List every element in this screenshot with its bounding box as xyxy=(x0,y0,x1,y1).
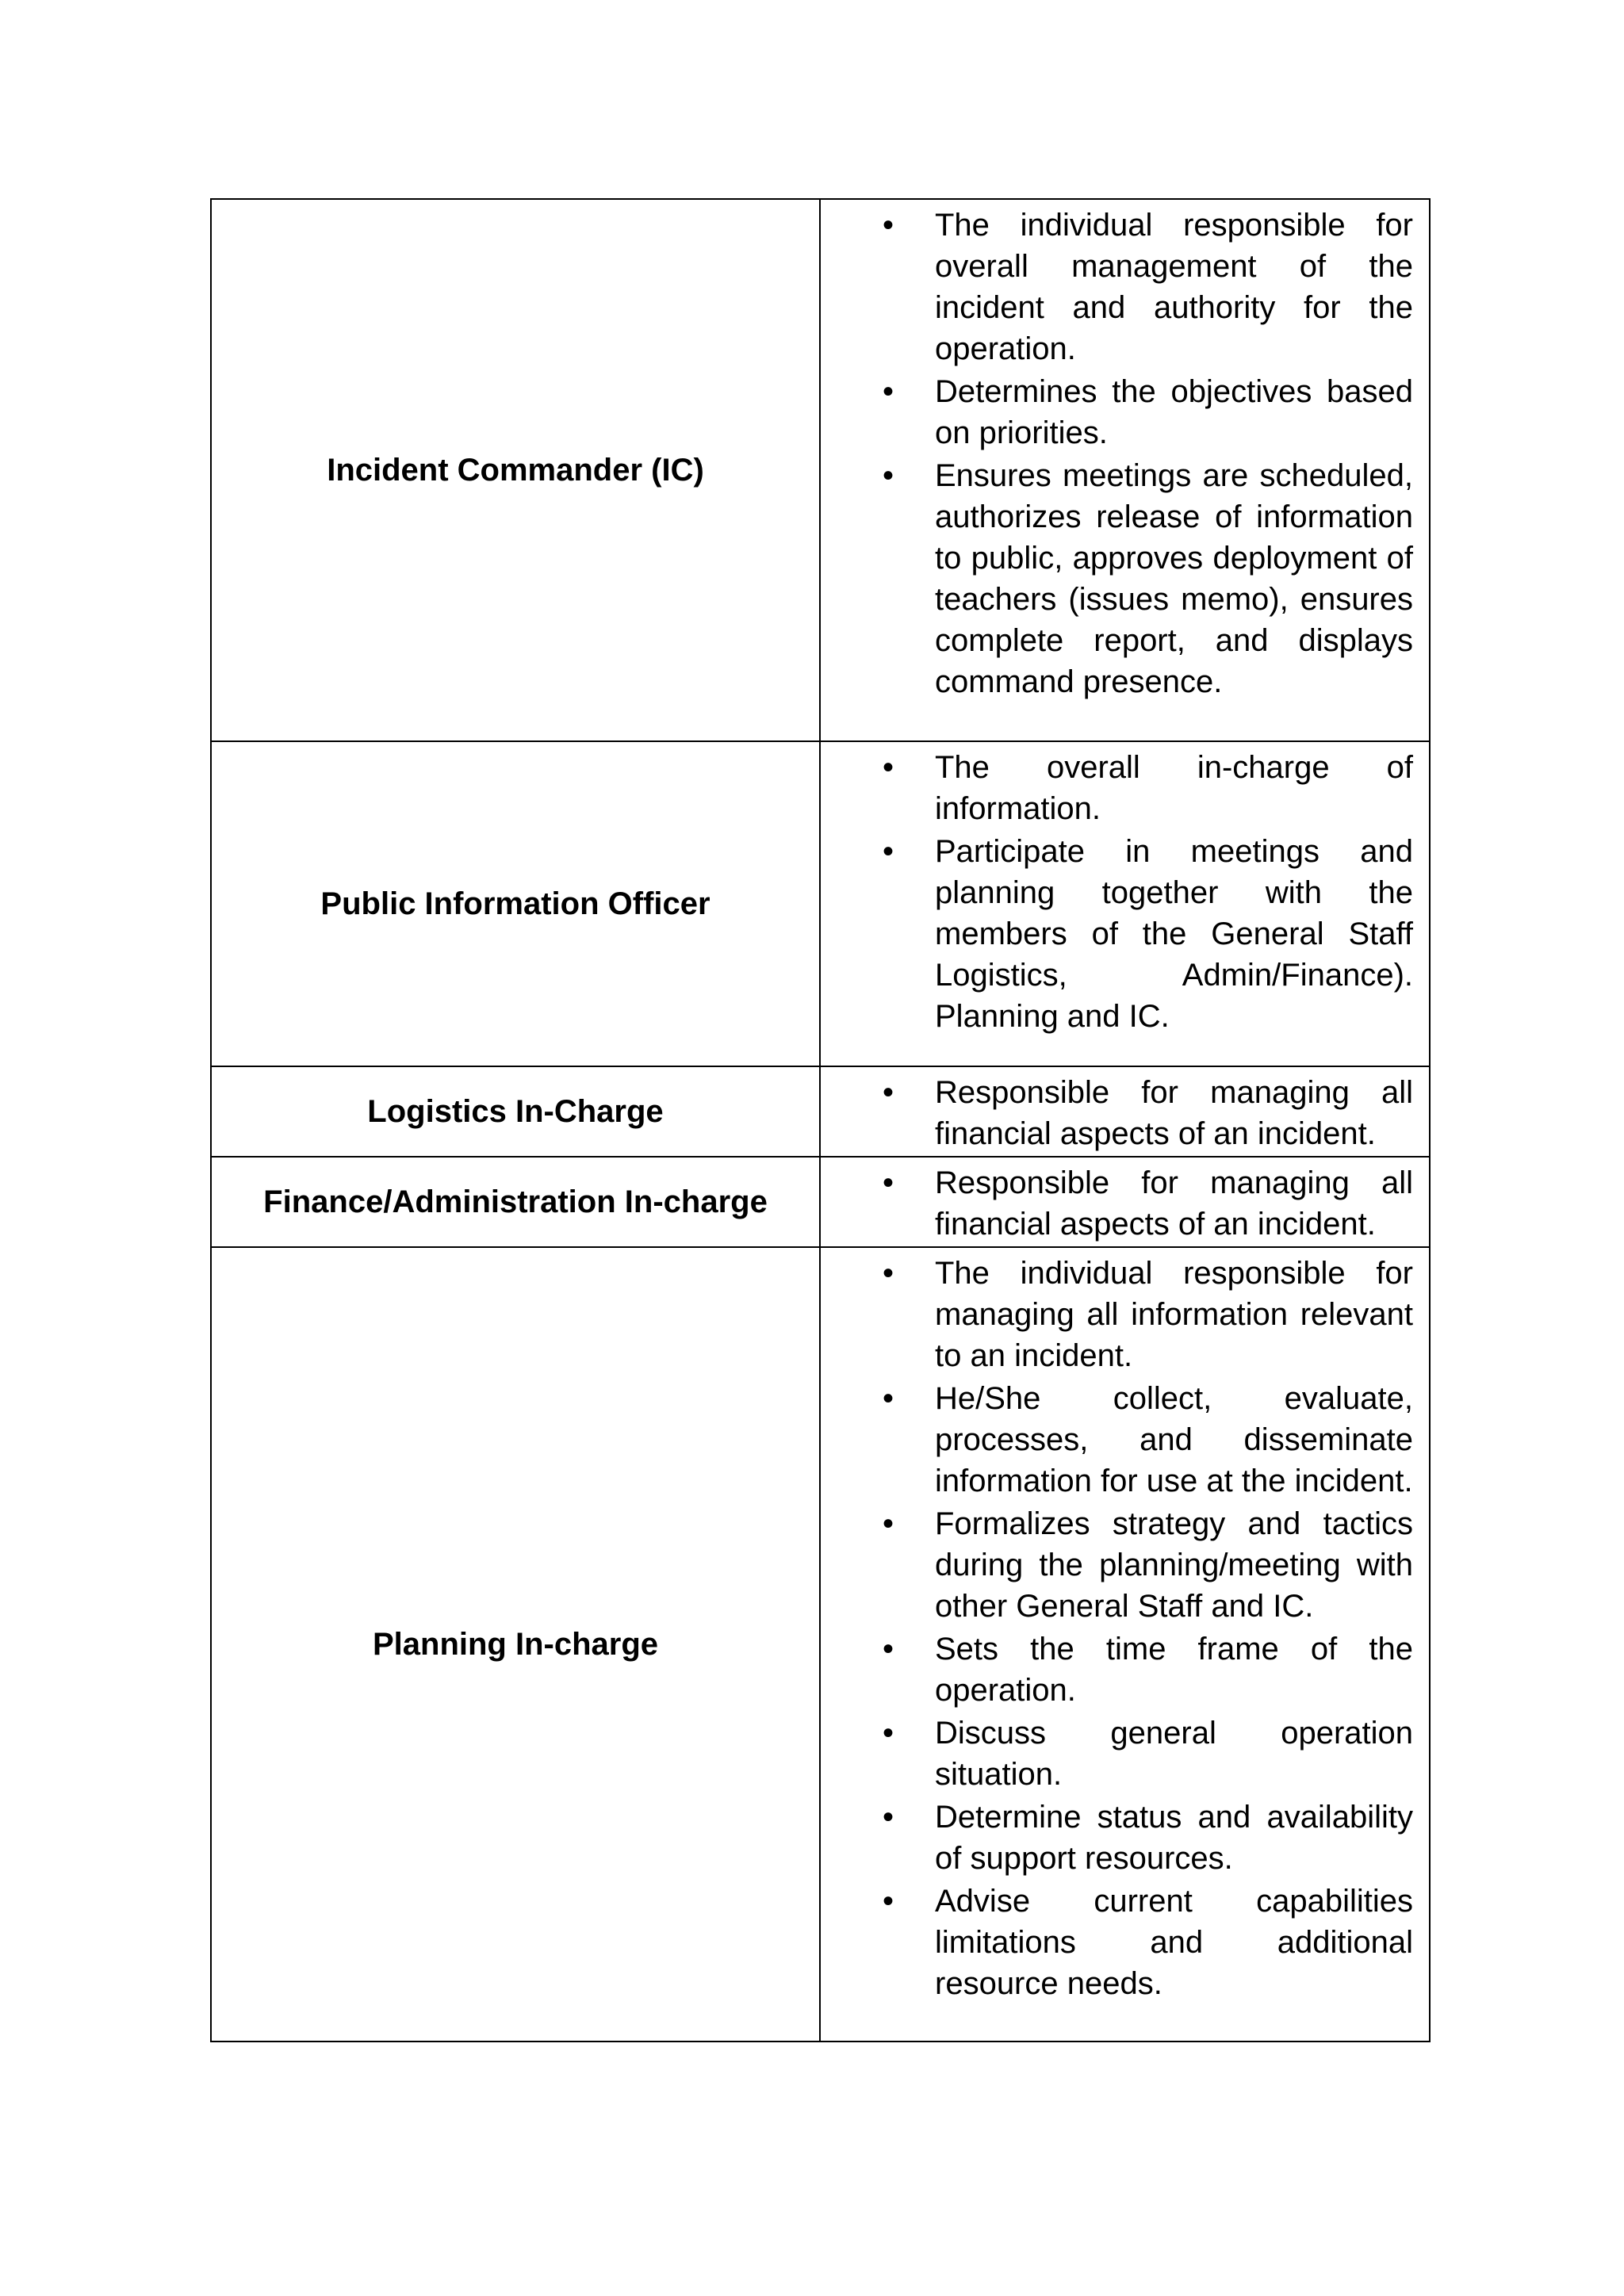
table-row xyxy=(211,1066,1430,1157)
bullet-icon: • xyxy=(883,1800,894,1835)
bullet-icon: • xyxy=(883,458,894,493)
duties-list xyxy=(821,1162,1413,1245)
duty-text: Determines the objectives based on priorities. xyxy=(935,374,1413,450)
duties-list xyxy=(821,205,1413,702)
bullet-icon: • xyxy=(883,1165,894,1200)
bullet-icon: • xyxy=(883,1632,894,1667)
role-cell xyxy=(211,1157,820,1247)
duties-list xyxy=(821,747,1413,1037)
duty-text: Responsible for managing all financial aspects of an incident. xyxy=(935,1075,1413,1151)
bullet-icon: • xyxy=(883,1381,894,1416)
duty-text: Discuss general operation situation. xyxy=(935,1716,1413,1792)
bullet-icon: • xyxy=(883,1075,894,1110)
table-row xyxy=(211,741,1430,1066)
bullet-icon: • xyxy=(883,374,894,409)
duties-list xyxy=(821,1253,1413,2004)
bullet-icon: • xyxy=(883,208,894,243)
role-cell xyxy=(211,1066,820,1157)
role-title: Incident Commander (IC) xyxy=(327,453,704,488)
duty-text: The overall in-charge of information. xyxy=(935,750,1413,826)
duty-text: He/She collect, evaluate, processes, and disseminate information for use at the incident. xyxy=(935,1381,1413,1498)
duty-text: The individual responsible for managing all information relevant to an incident. xyxy=(935,1256,1413,1373)
role-title: Public Information Officer xyxy=(320,886,710,921)
table-row xyxy=(211,199,1430,741)
table-row xyxy=(211,1247,1430,2042)
role-cell xyxy=(211,741,820,1066)
table-row xyxy=(211,1157,1430,1247)
list-item xyxy=(821,1072,1413,1154)
role-cell xyxy=(211,199,820,741)
bullet-icon: • xyxy=(883,1716,894,1751)
duties-cell xyxy=(820,1247,1430,2042)
duty-text: Formalizes strategy and tactics during the planning/meeting with other General Staff and IC. xyxy=(935,1506,1413,1624)
list-item xyxy=(821,455,1413,702)
role-title: Finance/Administration In-charge xyxy=(263,1184,768,1219)
list-item xyxy=(821,1503,1413,1627)
list-item xyxy=(821,1712,1413,1795)
list-item xyxy=(821,1628,1413,1711)
duties-cell xyxy=(820,1066,1430,1157)
duty-text: Determine status and availability of support resources. xyxy=(935,1800,1413,1876)
list-item xyxy=(821,1797,1413,1879)
bullet-icon: • xyxy=(883,1884,894,1919)
bullet-icon: • xyxy=(883,834,894,869)
duties-cell xyxy=(820,1157,1430,1247)
role-cell xyxy=(211,1247,820,2042)
list-item xyxy=(821,205,1413,369)
duties-list xyxy=(821,1072,1413,1154)
duties-cell xyxy=(820,199,1430,741)
list-item xyxy=(821,1881,1413,2004)
bullet-icon: • xyxy=(883,1506,894,1541)
duty-text: Responsible for managing all financial aspects of an incident. xyxy=(935,1165,1413,1242)
duty-text: Sets the time frame of the operation. xyxy=(935,1632,1413,1708)
list-item xyxy=(821,831,1413,1037)
list-item xyxy=(821,747,1413,829)
duty-text: The individual responsible for overall management of the incident and authority for the operation. xyxy=(935,208,1413,366)
roles-table xyxy=(210,198,1431,2042)
duty-text: Participate in meetings and planning together with the members of the General Staff Logistics, Admin/Finance). Planning and IC. xyxy=(935,834,1413,1034)
list-item xyxy=(821,371,1413,453)
role-title: Logistics In-Charge xyxy=(367,1094,664,1129)
duty-text: Ensures meetings are scheduled, authorizes release of information to public, approves deployment of teachers (issues memo), ensures complete report, and displays command presence. xyxy=(935,458,1413,699)
list-item xyxy=(821,1253,1413,1376)
duties-cell xyxy=(820,741,1430,1066)
list-item xyxy=(821,1378,1413,1502)
duty-text: Advise current capabilities limitations and additional resource needs. xyxy=(935,1884,1413,2001)
list-item xyxy=(821,1162,1413,1245)
role-title: Planning In-charge xyxy=(372,1627,659,1662)
bullet-icon: • xyxy=(883,1256,894,1291)
bullet-icon: • xyxy=(883,750,894,785)
